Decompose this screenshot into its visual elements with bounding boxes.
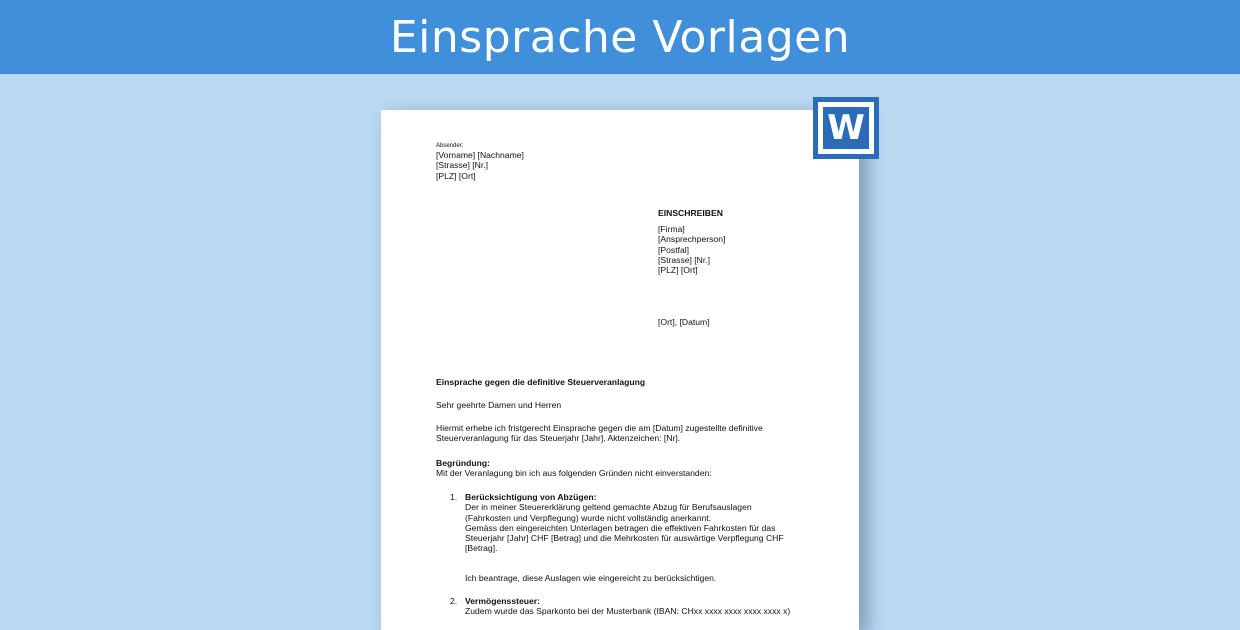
recipient-line: [Ansprechperson] [658,234,726,245]
list-item-title: Berücksichtigung von Abzügen: [465,492,597,502]
sender-line: [Vorname] [Nachname] [436,150,524,160]
list-item-number: 2. [450,596,458,606]
intro-line: Steuerveranlagung für das Steuerjahr [Jahr], Aktenzeichen: [Nr]. [436,433,681,444]
reason-heading: Begründung: [436,458,490,468]
list-item-request: Ich beantrage, diese Auslagen wie eingereicht zu berücksichtigen. [465,573,717,583]
recipient-line: [Postfal] [658,244,690,255]
list-item-line: (Fahrkosten und Verpflegung) wurde nicht vollständig anerkannt. [465,512,712,523]
document-page [381,110,859,630]
list-item-number: 1. [450,492,458,502]
recipient-block [658,224,725,275]
sender-block [436,143,524,181]
sender-label: Absender: [436,143,464,149]
list-item-line: Der in meiner Steuererklärung geltend gemachte Abzug für Berufsauslagen [465,502,752,513]
list-item [465,596,790,617]
list-item-line: Zudem wurde das Sparkonto bei der Musterbank (IBAN: CHxx xxxx xxxx xxxx xxxx x) [465,606,791,617]
sender-line: [Strasse] [Nr.] [436,160,489,171]
title-banner [0,0,1240,74]
reason-section [436,458,712,479]
word-document-icon [813,97,879,159]
list-item-line: [Betrag]. [465,543,498,554]
word-icon-fill [823,107,869,149]
letter-subject: Einsprache gegen die definitive Steuerveranlagung [436,377,646,387]
sender-line: [PLZ] [Ort] [436,170,476,181]
delivery-method: EINSCHREIBEN [658,208,723,218]
recipient-line: [Strasse] [Nr.] [658,254,711,265]
list-item-title: Vermögenssteuer: [465,596,540,606]
salutation: Sehr geehrte Damen und Herren [436,400,562,410]
list-item-line: Steuerjahr [Jahr] CHF [Betrag] und die Mehrkosten für auswärtige Verpflegung CHF [465,533,784,544]
reason-text: Mit der Veranlagung bin ich aus folgenden Gründen nicht einverstanden: [436,468,712,479]
place-date: [Ort], [Datum] [658,317,710,327]
recipient-line: [Firma] [658,224,685,234]
intro-paragraph [436,423,763,444]
page-title: Einsprache Vorlagen [389,11,851,63]
recipient-line: [PLZ] [Ort] [658,265,698,276]
word-icon-glyph: W [827,108,865,148]
list-item-line: Gemäss den eingereichten Unterlagen betragen die effektiven Fahrkosten für das [465,522,776,533]
list-item [465,492,784,554]
intro-line: Hiermit erhebe ich fristgerecht Einsprache gegen die am [Datum] zugestellte definitive [436,423,763,433]
